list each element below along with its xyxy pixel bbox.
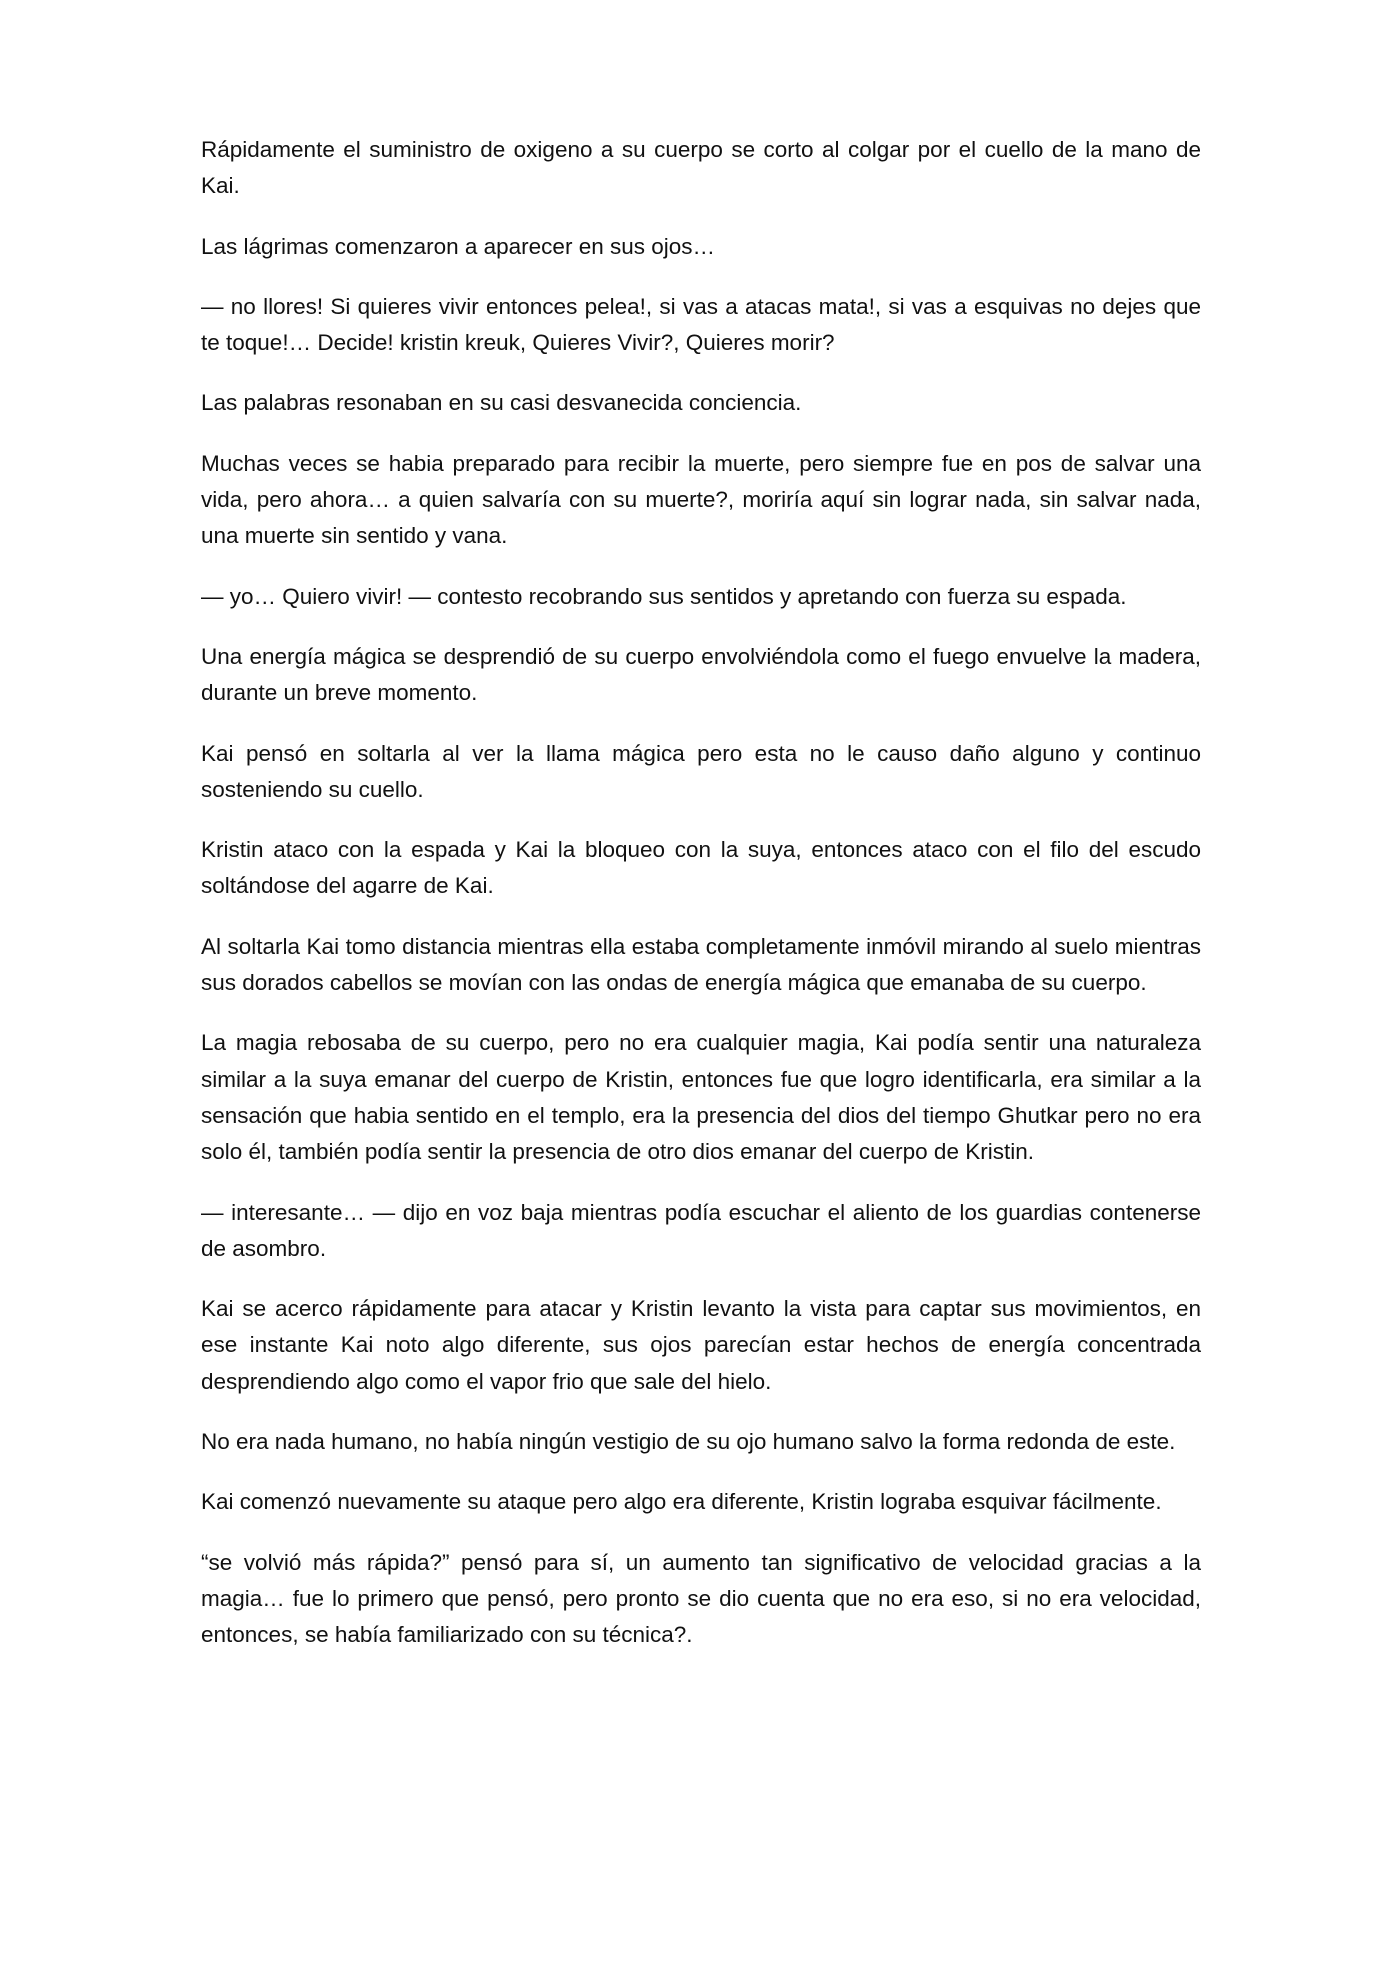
paragraph: Al soltarla Kai tomo distancia mientras ella estaba completamente inmóvil mirando al suelo mientras sus dorados cabellos se movían con las ondas de energía mágica que emanaba de su cuerpo. bbox=[201, 933, 1201, 996]
paragraph: Una energía mágica se desprendió de su cuerpo envolviéndola como el fuego envuelve la madera, durante un breve momento. bbox=[201, 643, 1201, 706]
paragraph: — yo… Quiero vivir! — contesto recobrando sus sentidos y apretando con fuerza su espada. bbox=[201, 583, 1127, 609]
body-text bbox=[201, 132, 1201, 1678]
paragraph: — interesante… — dijo en voz baja mientras podía escuchar el aliento de los guardias contenerse de asombro. bbox=[201, 1199, 1201, 1261]
paragraph: — no llores! Si quieres vivir entonces pelea!, si vas a atacas mata!, si vas a esquivas no dejes que te toque!… Decide! kristin kreuk, Quieres Vivir?, Quieres morir? bbox=[201, 293, 1201, 356]
paragraph: No era nada humano, no había ningún vestigio de su ojo humano salvo la forma redonda de este. bbox=[201, 1429, 1176, 1455]
paragraph: Kai comenzó nuevamente su ataque pero algo era diferente, Kristin lograba esquivar fácilmente. bbox=[201, 1489, 1162, 1515]
paragraph: “se volvió más rápida?” pensó para sí, un aumento tan significativo de velocidad gracias a la magia… fue lo primero que pensó, pero pronto se dio cuenta que no era eso, si no era velocidad, entonces, se había familiarizado con su técnica?. bbox=[201, 1549, 1201, 1648]
paragraph: Kai se acerco rápidamente para atacar y Kristin levanto la vista para captar sus movimientos, en ese instante Kai noto algo diferente, sus ojos parecían estar hechos de energía concentrada desprendiendo algo como el vapor frio que sale del hielo. bbox=[201, 1296, 1201, 1394]
paragraph: Rápidamente el suministro de oxigeno a su cuerpo se corto al colgar por el cuello de la mano de Kai. bbox=[201, 137, 1201, 199]
paragraph: Las palabras resonaban en su casi desvanecida conciencia. bbox=[201, 390, 802, 416]
paragraph: Kristin ataco con la espada y Kai la bloqueo con la suya, entonces ataco con el filo del escudo soltándose del agarre de Kai. bbox=[201, 837, 1201, 899]
paragraph: La magia rebosaba de su cuerpo, pero no era cualquier magia, Kai podía sentir una naturaleza similar a la suya emanar del cuerpo de Kristin, entonces fue que logro identificarla, era similar a la sensación que habia sentido en el templo, era la presencia del dios del tiempo Ghutkar pero no era solo él, también podía sentir la presencia de otro dios emanar del cuerpo de Kristin. bbox=[201, 1030, 1201, 1165]
paragraph: Kai pensó en soltarla al ver la llama mágica pero esta no le causo daño alguno y continuo sosteniendo su cuello. bbox=[201, 740, 1201, 802]
paragraph: Muchas veces se habia preparado para recibir la muerte, pero siempre fue en pos de salvar una vida, pero ahora… a quien salvaría con su muerte?, moriría aquí sin lograr nada, sin salvar nada, una muerte sin sentido y vana. bbox=[201, 450, 1201, 549]
paragraph: Las lágrimas comenzaron a aparecer en sus ojos… bbox=[201, 233, 716, 259]
